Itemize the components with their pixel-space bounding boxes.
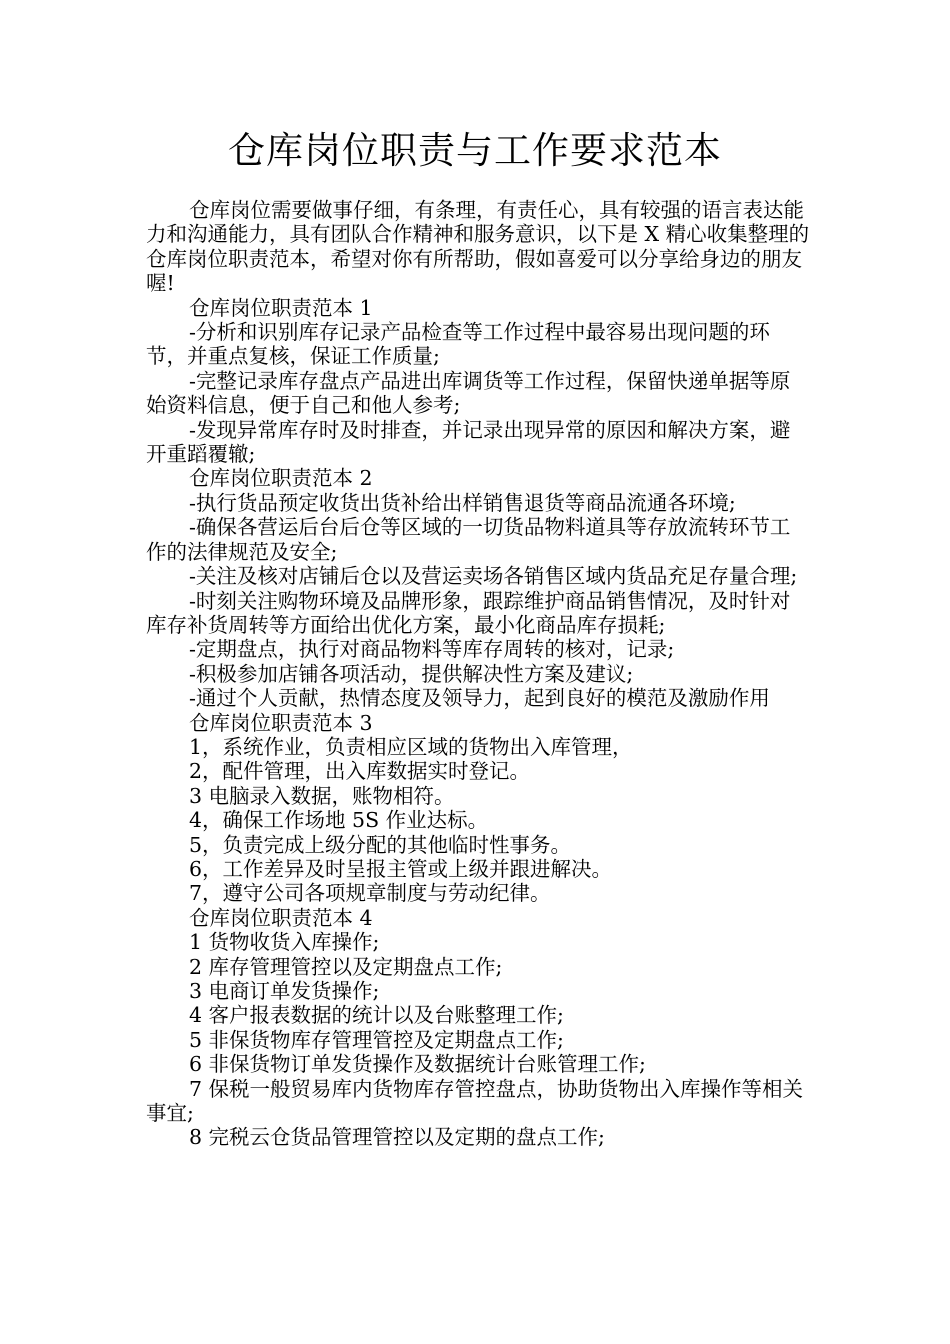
list-item: 3 电脑录入数据，账物相符。: [189, 783, 455, 808]
list-item: -分析和识别库存记录产品检查等工作过程中最容易出现问题的环节，并重点复核，保证工作质量;: [146, 320, 770, 369]
list-item: 7，遵守公司各项规章制度与劳动纪律。: [189, 881, 551, 906]
document-body: [146, 198, 810, 1150]
list-item: 8 完税云仓货品管理管控以及定期的盘点工作;: [189, 1125, 605, 1150]
list-item: -通过个人贡献，热情态度及领导力，起到良好的模范及激励作用: [189, 686, 770, 711]
list-item: -执行货品预定收货出货补给出样销售退货等商品流通各环境;: [189, 490, 736, 515]
list-item: 1 货物收货入库操作;: [189, 930, 380, 955]
section-heading-4: 仓库岗位职责范本 4: [189, 905, 373, 930]
list-item: 6 非保货物订单发货操作及数据统计台账管理工作;: [189, 1052, 646, 1077]
list-item: 2，配件管理，出入库数据实时登记。: [189, 759, 531, 784]
list-item: -关注及核对店铺后仓以及营运卖场各销售区域内货品充足存量合理;: [189, 564, 798, 589]
list-item: 3 电商订单发货操作;: [189, 979, 380, 1003]
document-title: 仓库岗位职责与工作要求范本: [228, 129, 722, 172]
list-item: -完整记录库存盘点产品进出库调货等工作过程，保留快递单据等原始资料信息，便于自己和他人参考;: [146, 368, 791, 418]
list-item: 2 库存管理管控以及定期盘点工作;: [189, 954, 503, 979]
list-item: 5 非保货物库存管理管控及定期盘点工作;: [189, 1027, 564, 1052]
list-item: 4 客户报表数据的统计以及台账整理工作;: [189, 1003, 564, 1028]
list-item: -时刻关注购物环境及品牌形象，跟踪维护商品销售情况，及时针对库存补货周转等方面给出优化方案，最小化商品库存损耗;: [146, 588, 791, 637]
list-item: -确保各营运后台后仓等区域的一切货品物料道具等存放流转环节工作的法律规范及安全;: [146, 515, 791, 564]
section-heading-3: 仓库岗位职责范本 3: [189, 710, 373, 735]
list-item: 7 保税一般贸易库内货物库存管控盘点，协助货物出入库操作等相关事宜;: [146, 1076, 804, 1126]
section-heading-1: 仓库岗位职责范本 1: [189, 295, 373, 320]
list-item: 1，系统作业，负责相应区域的货物出入库管理，: [189, 734, 633, 759]
list-item: -发现异常库存时及时排查，并记录出现异常的原因和解决方案，避开重蹈覆辙;: [146, 417, 791, 467]
list-item: 6，工作差异及时呈报主管或上级并跟进解决。: [189, 856, 613, 881]
list-item: 4，确保工作场地 5S 作业达标。: [189, 808, 489, 833]
intro-paragraph: 仓库岗位需要做事仔细，有条理，有责任心，具有较强的语言表达能力和沟通能力，具有团队合作精神和服务意识，以下是 X 精心收集整理的仓库岗位职责范本，希望对你有所帮助，假如喜爱可以分享给身边的朋友喔!: [146, 198, 810, 296]
list-item: 5，负责完成上级分配的其他临时性事务。: [189, 832, 572, 857]
list-item: -定期盘点，执行对商品物料等库存周转的核对，记录;: [189, 637, 675, 662]
section-heading-2: 仓库岗位职责范本 2: [189, 466, 373, 491]
list-item: -积极参加店铺各项活动，提供解决性方案及建议;: [189, 661, 634, 686]
